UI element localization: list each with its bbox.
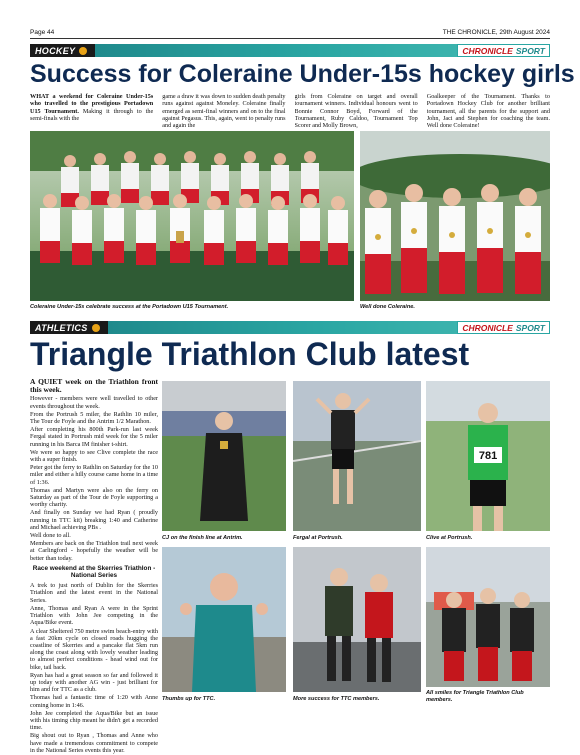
photo-ttc-members	[293, 547, 421, 692]
page-header	[30, 22, 550, 39]
photo-thumbs-up	[162, 547, 286, 692]
race-bib: 781	[478, 450, 498, 462]
athletics-article-body: A QUIET week on the Triathlon front this week. However - members were well travelled to other events throughout the week. From the Portrush 5 miler, the Rathlin 10 miler, The Tour de Foyle and the Antrim 1/2 Marathon. After completing his 800th Park-run last week Fergal stated in Portrush mid week for the 5 miler running in his Barca IM finisher t-shirt. We were so happy to see Clive complete the race with a super finish. Peter got the ferry to Rathlin on Saturday for the 10 miler and either a hilly course came home in a time of 1:36. Thomas and Martyn were also on the ferry on Saturday as part of the Tour de Foyle supporting a worthy charity. And finally on Sunday we had Ryan ( proudly running in TTC kit) breaking 1:40 and Catherine and Michael achieving PBs . Well done to all. Members are back on the Triathlon trail next week at Carlingford - hopefully the weather will be better than today. Race weekend at the Skerries Triathlon - National Series A trek to just north of Dublin for the Skerries Triathlon and the latest event in the National Series. Anne, Thomas and Ryan A were in the Sprint Triathlon with John Jee competing in the Aqua/Bike event. A clear Sheltered 750 metre swim beach-entry with a fast 20km cycle on closed roads hugging the coastline of Skerries and a pancake flat 5km run along the coast along with lovely weather leading to almost perfect conditions - head wind out for bike, tail back. Ryan has had a great season so far and followed it up today with another AG win - just brilliant for him and for TTC as a club. Thomas had a fantastic time of 1:20 with Anne coming home in 1:46. John Jee completed the Aqua/Bike but an issue with his timing chip meant he didn't get a recorded time. Big shout out to Ryan , Thomas and Anne who have made a tremendous commitment to compete in the National Series events this year.	[30, 377, 158, 754]
section-stripe	[108, 321, 458, 334]
hockey-lead: WHAT a weekend for Coleraine Under-15s who travelled to the prestigious Portadown U15 Tournament.	[30, 93, 154, 115]
athletics-lead: A QUIET week on the Triathlon front this week.	[30, 377, 158, 395]
caption-clive-portrush: Clive at Portrush.	[426, 535, 473, 541]
hockey-medal-photo	[360, 131, 550, 301]
caption-all-smiles: All smiles for Triangle Triathlon Club members.	[426, 690, 524, 703]
hockey-section-tag	[30, 44, 95, 57]
caption-thumbs-up: Thumbs up for TTC.	[162, 696, 216, 702]
caption-ttc-members: More success for TTC members.	[293, 696, 380, 702]
masthead-date: THE CHRONICLE, 29th August 2024	[442, 29, 550, 36]
page-number: Page 44	[30, 29, 55, 36]
hockey-section-label: HOCKEY	[35, 45, 76, 56]
chronicle-sport-logo: CHRONICLE SPORT	[457, 321, 550, 334]
photo-cj-antrim	[162, 381, 286, 531]
photo-fergal-portrush	[293, 381, 421, 531]
athletics-section-tag	[30, 321, 108, 334]
photo-clive-portrush	[426, 381, 550, 531]
runner-icon	[92, 324, 100, 332]
hockey-team-photo	[30, 131, 354, 301]
athletics-subhead: Race weekend at the Skerries Triathlon - National Series	[32, 564, 156, 580]
hockey-stick-icon	[79, 47, 87, 55]
athletics-section-bar	[30, 321, 550, 334]
athletics-section-label: ATHLETICS	[35, 322, 88, 333]
hockey-article-body: WHAT a weekend for Coleraine Under-15s who travelled to the prestigious Portadown U15 Tournament. Making it through to the semi-finals with the game a draw it was down to sudden death penalty runs against against Moneley. Coleraine finally emerged as semi-final winners and on to the final against Pegasus. This, again, went to penalty runs and again the girls from Coleraine on target and overall tournament winners. Individual honours went to Bonnie Connor Boyd, Forward of the Tournament, Ruby Caldoo, Tournament Top Scorer and Molly Brown, Goalkeeper of the Tournament. Thanks to Portadown Hockey Club for another brilliant tournament, all the parents for the support and John, Jaci and Stephen for coaching the team. Well done Coleraine!	[30, 93, 550, 129]
photo-all-smiles	[426, 547, 550, 687]
hockey-section-bar	[30, 44, 550, 57]
hockey-caption-2: Well done Coleraine.	[360, 304, 415, 310]
section-stripe	[95, 44, 457, 57]
hockey-caption-1: Coleraine Under-15s celebrate success at the Portadown U15 Tournament.	[30, 304, 229, 310]
athletics-headline: Triangle Triathlon Club latest	[30, 336, 470, 372]
chronicle-sport-logo: CHRONICLE SPORT	[457, 44, 550, 57]
caption-fergal-portrush: Fergal at Portrush.	[293, 535, 343, 541]
hockey-headline: Success for Coleraine Under-15s hockey girls	[30, 60, 575, 88]
caption-cj-antrim: CJ on the finish line at Antrim.	[162, 535, 243, 541]
